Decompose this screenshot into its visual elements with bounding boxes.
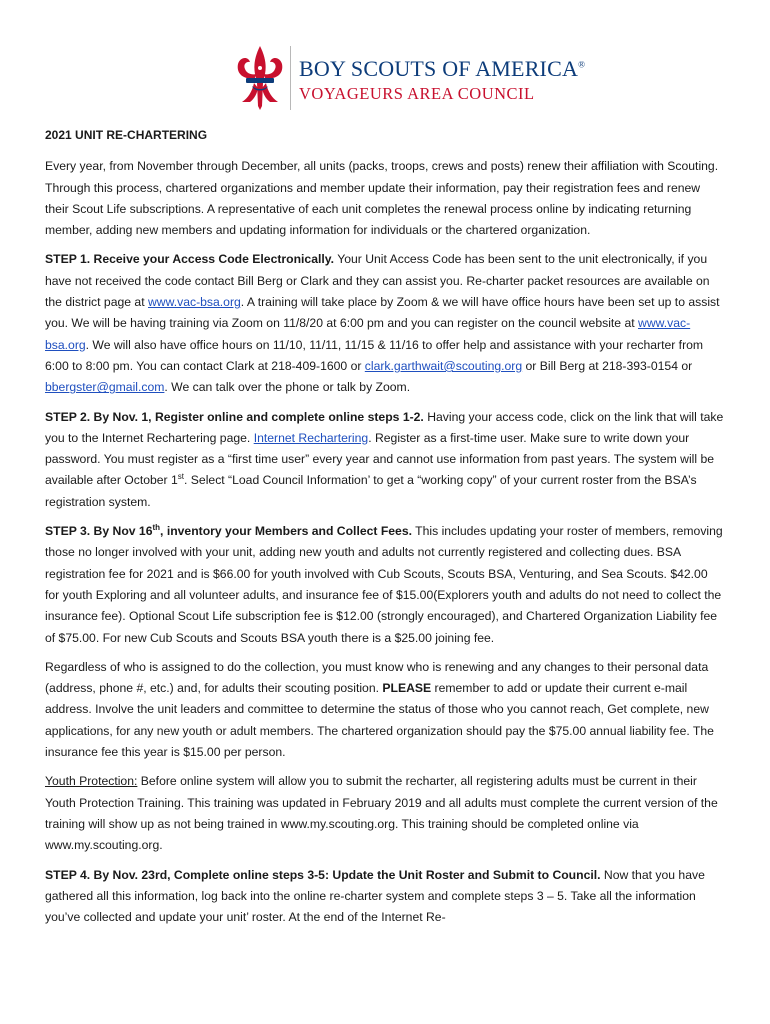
header-divider bbox=[290, 46, 291, 110]
step1-text-5: . We can talk over the phone or talk by Zoom. bbox=[164, 380, 411, 395]
clark-email-link[interactable]: clark.garthwait@scouting.org bbox=[364, 358, 523, 373]
step1-text-1: Your Unit Access Code has been sent to the unit electronically, if you have not received the code contact Bill Berg or Clark and they can assist you. Re-charter packet resources are available on the district page at bbox=[45, 252, 710, 310]
vac-bsa-link-2[interactable]: www.vac-bsa.org bbox=[45, 316, 691, 352]
step2-text-1: Having your access code, click on the link that will take you to the Internet Rechartering page. bbox=[45, 409, 724, 445]
step1-text-2: . A training will take place by Zoom & we will have office hours have been set up to assist you. We will be having training via Zoom on 11/8/20 at 6:00 pm and you can register on the council website at bbox=[45, 295, 720, 331]
step1-heading: STEP 1. Receive your Access Code Electronically. bbox=[45, 252, 335, 267]
step3-heading: STEP 3. By Nov 16th, inventory your Members and Collect Fees. bbox=[45, 522, 412, 539]
step3-paragraph bbox=[45, 521, 725, 649]
intro-paragraph: Every year, from November through December, all units (packs, troops, crews and posts) renew their affiliation with Scouting. Through this process, chartered organizations and member update their information, pay their registration fees and renew their Scout Life subscriptions. A representative of each unit completes the renewal process online by indicating returning member, adding new members and updating information for individuals or the chartered organization. bbox=[45, 159, 719, 238]
bsa-fleur-de-lis-logo-icon bbox=[232, 44, 288, 112]
step2-heading: STEP 2. By Nov. 1, Register online and complete online steps 1-2. bbox=[45, 409, 424, 424]
registered-mark: ® bbox=[578, 59, 586, 70]
youth-protection-paragraph bbox=[45, 771, 725, 856]
step4-text: Now that you have gathered all this information, log back into the online re-charter system and complete steps 3 – 5. Take all the information you’ve collected and update your unit’ roster. At the end of the Internet Re- bbox=[45, 867, 705, 925]
document-body bbox=[45, 125, 725, 936]
step1-paragraph bbox=[45, 249, 725, 398]
please-emphasis: PLEASE bbox=[382, 681, 432, 696]
org-name: BOY SCOUTS OF AMERICA® bbox=[299, 56, 586, 81]
vac-bsa-link-1[interactable]: www.vac-bsa.org bbox=[147, 295, 241, 310]
document-title: 2021 UNIT RE-CHARTERING bbox=[45, 128, 208, 142]
step2-superscript: st bbox=[177, 472, 185, 482]
step2-paragraph bbox=[45, 407, 725, 513]
youth-protection-text: Before online system will allow you to submit the recharter, all registering adults must be current in their Youth Protection Training. This training was updated in February 2019 and all adults must complete the current version of the training will show up as not being trained in www.my.scouting.org. This training should be completed online via www.my.scouting.org. bbox=[45, 774, 718, 853]
step1-text-3: . We will also have office hours on 11/10, 11/11, 11/15 & 11/16 to offer help and assistance with your recharter from 6:00 to 8:00 pm. You can contact Clark at 218-409-1600 or bbox=[45, 337, 704, 373]
regardless-text-1: Regardless of who is assigned to do the collection, you must know who is renewing and any changes to their personal data (address, phone #, etc.) and, for adults their scouting position. bbox=[45, 659, 709, 696]
step4-paragraph bbox=[45, 865, 725, 929]
step2-text-3: . Select “Load Council Information’ to get a “working copy” of your current roster from the BSA’s registration system. bbox=[45, 473, 697, 509]
regardless-text-2: remember to add or update their current e-mail address. Involve the unit leaders and committee to determine the status of those who you cannot reach, Get complete, new applications, for any new youth or adult members. The chartered organization should pay the $75.00 annual liability fee. The insurance fee this year is $15.00 per person. bbox=[45, 681, 714, 760]
council-name: VOYAGEURS AREA COUNCIL bbox=[299, 84, 535, 103]
step4-heading: STEP 4. By Nov. 23rd, Complete online steps 3-5: Update the Unit Roster and Submit to Council. bbox=[45, 867, 601, 882]
internet-rechartering-link[interactable]: Internet Rechartering bbox=[253, 430, 369, 445]
bill-email-link[interactable]: bbergster@gmail.com bbox=[45, 380, 165, 395]
step1-text-4: or Bill Berg at 218-393-0154 or bbox=[522, 358, 693, 373]
regardless-paragraph bbox=[45, 657, 725, 763]
youth-protection-label: Youth Protection: bbox=[45, 774, 138, 789]
step3-text: This includes updating your roster of members, removing those no longer involved with your unit, adding new youth and adults not currently registered and collecting dues. BSA registration fee for 2021 and is $66.00 for youth involved with Cub Scouts, Scouts BSA, Venturing, and Sea Scouts. $42.00 for youth Exploring and all volunteer adults, and insurance fee of $15.00(Explorers youth and adults do not need to collect the insurance fee). Optional Scout Life subscription fee is $12.00 (strongly encouraged), and Chartered Organization Liability fee of $75.00. For new Cub Scouts and Scouts BSA youth there is a $25.00 joining fee. bbox=[45, 524, 723, 645]
step2-text-2: . Register as a first-time user. Make sure to write down your password. You must register as a “first time user” every year and cannot use information from past years. The system will be available after October 1 bbox=[45, 430, 715, 488]
